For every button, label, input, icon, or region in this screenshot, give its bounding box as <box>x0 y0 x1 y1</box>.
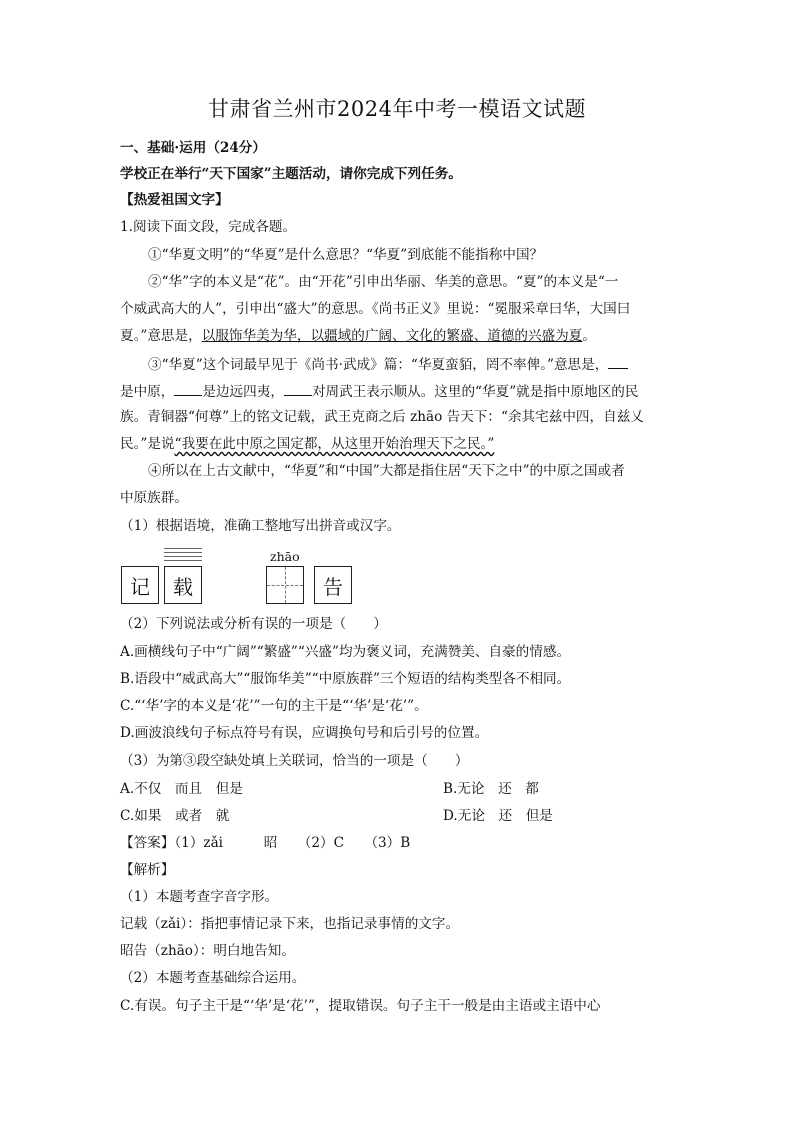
pinyin-writing-lines[interactable] <box>164 548 202 562</box>
option-2c: C.“‘华’字的本义是‘花’”一句的主干是“‘华’是‘花’”。 <box>120 698 428 714</box>
paragraph-2-line-2: 个威武高大的人”，引申出“盛大”的意思。《尚书正义》里说：“冕服采章曰华，大国曰 <box>120 301 631 317</box>
intro-text: 学校正在举行“天下国家”主题活动，请你完成下列任务。 <box>120 166 462 182</box>
option-2b: B.语段中“威武高大”“服饰华美”“中原族群”三个短语的结构类型各不相同。 <box>120 671 571 687</box>
paragraph-3-line-3: 族。青铜器“何尊”上的铭文记载，武王克商之后 zhāo 告天下：“余其宅兹中四，自兹乂 <box>120 409 644 425</box>
option-3b: B.无论 还 都 <box>443 781 539 797</box>
paragraph-4-line-1: ④所以在上古文献中，“华夏”和“中国”大都是指住居“天下之中”的中原之国或者 <box>148 463 625 479</box>
pinyin-label: zhāo <box>270 549 300 564</box>
paragraph-3-line-4: 民。”是说“我要在此中原之国定都，从这里开始治理天下之民。” <box>120 436 495 452</box>
subheading: 【热爱祖国文字】 <box>120 192 229 208</box>
analysis-2: 记载（zǎi）：指把事情记录下来，也指记录事情的文字。 <box>120 916 460 932</box>
paragraph-3-line-1: ③“华夏”这个词最早见于《尚书·武成》篇：“华夏蛮貊，罔不率俾。”意思是， <box>120 354 718 375</box>
paragraph-3-line-2: 是中原， 是边远四夷， 对周武王表示顺从。这里的“华夏”就是指中原地区的民 <box>120 381 690 402</box>
char-box-4: 告 <box>314 566 352 604</box>
subquestion-3: （3）为第③段空缺处填上关联词，恰当的一项是（ ） <box>120 753 469 769</box>
blank-1 <box>608 354 628 369</box>
section-heading: 一、基础·运用（24分） <box>120 140 266 156</box>
analysis-4: （2）本题考查基础综合运用。 <box>120 970 306 986</box>
char-box-2: 载 <box>164 566 202 604</box>
char-box-1: 记 <box>121 566 159 604</box>
analysis-5: C.有误。句子主干是“‘华’是‘花’”，提取错误。句子主干一般是由主语或主语中心 <box>120 998 601 1014</box>
analysis-heading: 【解析】 <box>120 862 175 878</box>
option-2d: D.画波浪线句子标点符号有误，应调换句号和后引号的位置。 <box>120 725 489 741</box>
page-title: 甘肃省兰州市2024年中考一模语文试题 <box>208 97 586 121</box>
subquestion-2: （2）下列说法或分析有误的一项是（ ） <box>120 616 387 632</box>
analysis-1: （1）本题考查字音字形。 <box>120 889 279 905</box>
option-2a: A.画横线句子中“广阔”“繁盛”“兴盛”均为褒义词，充满赞美、自豪的情感。 <box>120 644 571 660</box>
wavy-underlined-sentence: “我要在此中原之国定都，从这里开始治理天下之民。” <box>174 436 495 452</box>
question-1: 1.阅读下面文段，完成各题。 <box>120 219 297 235</box>
underlined-sentence: 以服饰华美为华，以疆域的广阔、文化的繁盛、道德的兴盛为夏 <box>201 328 583 344</box>
paragraph-4-line-2: 中原族群。 <box>120 490 188 506</box>
option-3c: C.如果 或者 就 <box>120 808 230 824</box>
answer-line: 【答案】（1）zǎi 昭 （2）C （3）B <box>120 835 411 851</box>
option-3a: A.不仅 而且 但是 <box>120 781 243 797</box>
analysis-3: 昭告（zhāo）：明白地告知。 <box>120 943 295 959</box>
paragraph-2-line-1: ②“华”字的本义是“花”。由“开花”引申出华丽、华美的意思。“夏”的本义是“一 <box>148 274 619 290</box>
blank-3 <box>284 381 312 396</box>
option-3d: D.无论 还 但是 <box>443 808 553 824</box>
paragraph-2-line-3: 夏。”意思是，以服饰华美为华，以疆域的广阔、文化的繁盛、道德的兴盛为夏。 <box>120 328 596 344</box>
paragraph-1: ①“华夏文明”的“华夏”是什么意思？“华夏”到底能不能指称中国？ <box>148 247 544 263</box>
char-box-empty[interactable] <box>266 566 304 604</box>
subquestion-1: （1）根据语境，准确工整地写出拼音或汉字。 <box>120 518 401 534</box>
blank-2 <box>174 381 202 396</box>
